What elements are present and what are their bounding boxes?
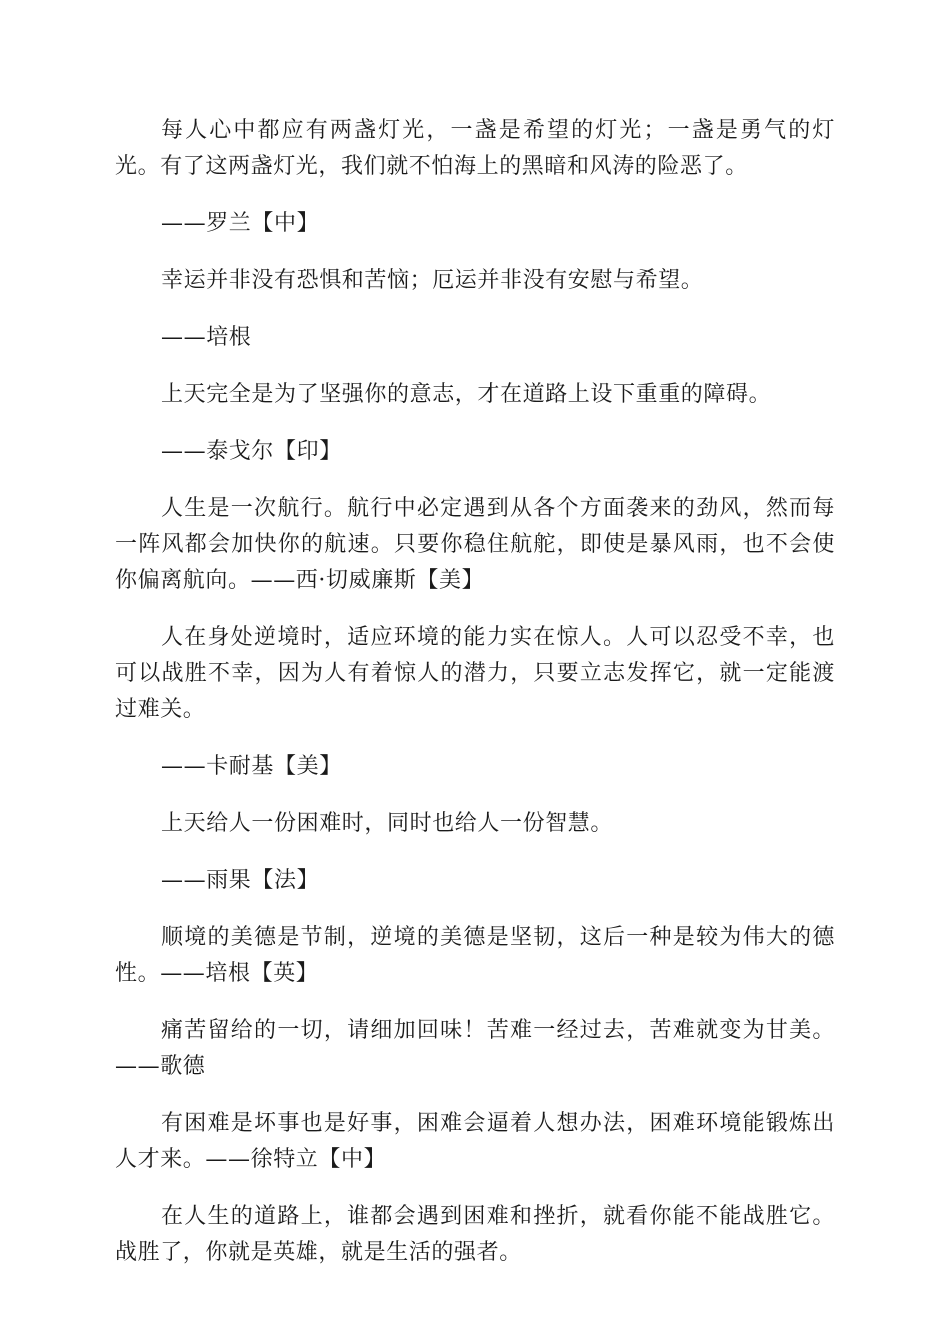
quote-paragraph: 幸运并非没有恐惧和苦恼；厄运并非没有安慰与希望。 bbox=[161, 268, 704, 293]
quote-attribution: ——罗兰【中】 bbox=[161, 211, 320, 236]
quote-attribution: ——卡耐基【美】 bbox=[161, 754, 342, 779]
quote-paragraph: 人生是一次航行。航行中必定遇到从各个方面袭来的劲风，然而每一阵风都会加快你的航速。只要你稳住航舵，即使是暴风雨，也不会使你偏离航向。——西·切威廉斯【美】 bbox=[115, 496, 835, 593]
document-page bbox=[115, 113, 835, 1292]
quote-paragraph: 人在身处逆境时，适应环境的能力实在惊人。人可以忍受不幸，也可以战胜不幸，因为人有着惊人的潜力，只要立志发挥它，就一定能渡过难关。 bbox=[115, 625, 835, 722]
quote-paragraph: 上天完全是为了坚强你的意志，才在道路上设下重重的障碍。 bbox=[161, 382, 772, 407]
quote-paragraph: 在人生的道路上，谁都会遇到困难和挫折，就看你能不能战胜它。战胜了，你就是英雄，就是生活的强者。 bbox=[115, 1204, 835, 1265]
quote-paragraph: 有困难是坏事也是好事，困难会逼着人想办法，困难环境能锻炼出人才来。——徐特立【中】 bbox=[115, 1111, 835, 1172]
quote-attribution: ——培根 bbox=[161, 325, 252, 350]
quote-paragraph: 每人心中都应有两盏灯光，一盏是希望的灯光；一盏是勇气的灯光。有了这两盏灯光，我们就不怕海上的黑暗和风涛的险恶了。 bbox=[115, 118, 835, 179]
quote-paragraph: 痛苦留给的一切，请细加回味！苦难一经过去，苦难就变为甘美。——歌德 bbox=[115, 1018, 835, 1079]
quote-attribution: ——泰戈尔【印】 bbox=[161, 439, 342, 464]
quote-paragraph: 顺境的美德是节制，逆境的美德是坚韧，这后一种是较为伟大的德性。——培根【英】 bbox=[115, 925, 835, 986]
quote-attribution: ——雨果【法】 bbox=[161, 868, 320, 893]
quote-paragraph: 上天给人一份困难时，同时也给人一份智慧。 bbox=[161, 811, 614, 836]
